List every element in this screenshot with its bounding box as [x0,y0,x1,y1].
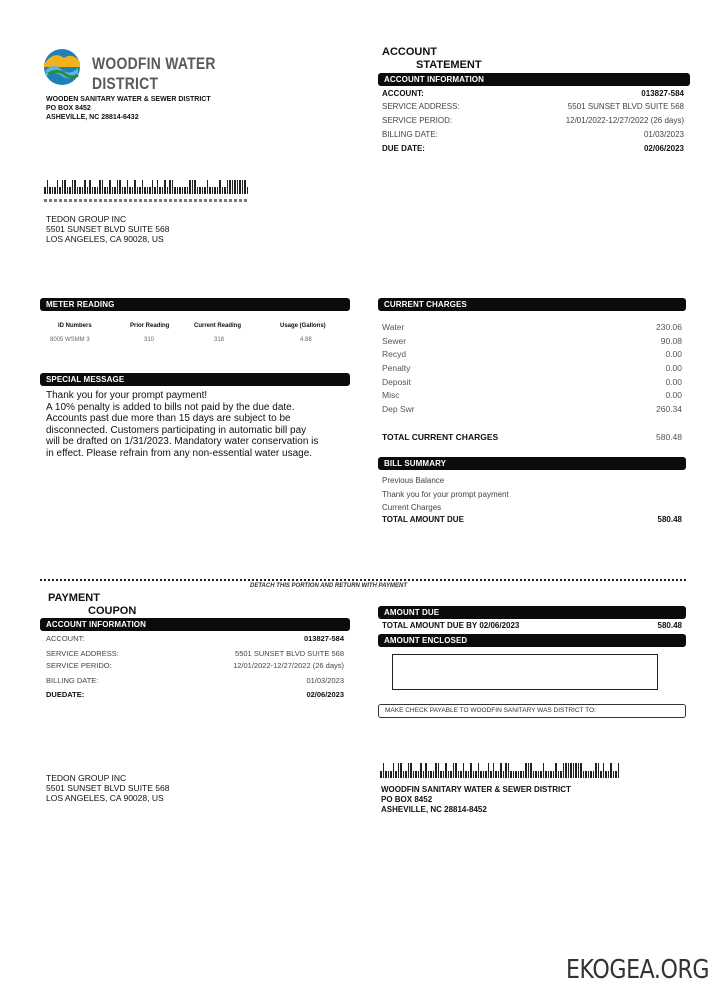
barcode-bar [438,763,440,778]
due-date-value: 02/06/2023 [643,144,684,153]
barcode-bar [385,771,387,779]
meter-current: 318 [214,337,225,343]
barcode-bar [87,187,89,194]
barcode-bar [212,187,214,194]
barcode-bar [560,771,562,779]
charge-row-water [382,322,682,332]
remit-barcode [380,763,619,778]
barcode-bar [563,763,565,778]
charge-value: 0.00 [665,390,682,400]
barcode-bar [548,771,550,779]
barcode-bar [44,187,46,194]
special-message-line: Thank you for your prompt payment! [46,390,208,401]
meter-col-current: Current Reading [194,323,242,329]
barcode-bar [104,187,106,194]
barcode-bar [74,180,76,194]
amount-enclosed-header: AMOUNT ENCLOSED [378,634,686,647]
meter-col-id: ID Numbers [58,323,92,329]
barcode-bar [433,771,435,779]
charge-label: Sewer [382,336,407,346]
barcode-bar [503,771,505,779]
barcode-bar [575,763,577,778]
charge-label: Recyd [382,349,407,359]
barcode-bar [543,763,545,778]
recipient-line3: LOS ANGELES, CA 90028, US [46,234,164,244]
barcode-bar [413,771,415,779]
barcode-bar [209,187,211,194]
barcode-bar [408,763,410,778]
amount-due-header: AMOUNT DUE [378,606,686,619]
barcode-bar [134,180,136,194]
barcode-bar [565,763,567,778]
current-charges-header: CURRENT CHARGES [378,298,686,311]
account-value: 013827-584 [641,89,684,98]
amount-due-value: 580.48 [657,621,682,630]
barcode-bar [234,180,236,194]
barcode-bar [119,180,121,194]
barcode-bar [448,771,450,779]
coupon-account-info-header: ACCOUNT INFORMATION [40,618,350,631]
barcode-bar [415,771,417,779]
barcode-bar [164,180,166,194]
barcode-bar [393,763,395,778]
sender-line1: WOODEN SANITARY WATER & SEWER DISTRICT [46,96,211,103]
service-address-row [382,102,684,111]
service-address-label: SERVICE ADDRESS: [382,102,460,111]
barcode-bar [578,763,580,778]
charge-value: 260.34 [656,404,682,414]
coupon-account-label: ACCOUNT: [46,634,85,643]
charge-label: Deposit [382,377,411,387]
meter-col-usage: Usage (Gallons) [280,323,326,329]
barcode-bar [525,763,527,778]
barcode-bar [545,771,547,779]
barcode-bar [54,187,56,194]
total-current-charges-value: 580.48 [656,432,682,442]
barcode-bar [142,180,144,194]
barcode-bar [513,771,515,779]
remit-to-line3: ASHEVILLE, NC 28814-8452 [381,805,487,814]
barcode-bar [214,187,216,194]
amount-due-label: TOTAL AMOUNT DUE BY 02/06/2023 [382,621,520,630]
bill-summary-line: Current Charges [382,503,442,512]
billing-date-label: BILLING DATE: [382,130,438,139]
barcode-bar [84,180,86,194]
barcode-bar [144,187,146,194]
barcode-bar [440,771,442,779]
barcode-bar [154,187,156,194]
barcode-bar [435,763,437,778]
barcode-bar [523,771,525,779]
barcode-bar [595,763,597,778]
coupon-title-line2: COUPON [88,605,137,617]
charge-label: Penalty [382,363,411,373]
barcode-bar [510,771,512,779]
barcode-bar [174,187,176,194]
barcode-bar [443,771,445,779]
barcode-bar [425,763,427,778]
barcode-bar [420,763,422,778]
barcode-bar [398,763,400,778]
barcode-bar [423,771,425,779]
barcode-bar [608,771,610,779]
barcode-bar [598,763,600,778]
barcode-bar [538,771,540,779]
barcode-bar [227,180,229,194]
barcode-bar [112,187,114,194]
coupon-due-date-label: DUEDATE: [46,690,85,699]
barcode-bar [590,771,592,779]
barcode-bar [124,187,126,194]
barcode-bar [177,187,179,194]
barcode-bar [49,187,51,194]
coupon-service-address-value: 5501 SUNSET BLVD SUITE 568 [235,649,344,658]
barcode-bar [475,771,477,779]
charge-label: Misc [382,390,400,400]
special-message-line: in effect. Please refrain from any non-essential water usage. [46,447,313,459]
barcode-bar [162,187,164,194]
barcode-bar [460,771,462,779]
barcode-bar [149,187,151,194]
barcode-bar [478,763,480,778]
charge-value: 90.08 [660,336,682,346]
barcode-bar [147,187,149,194]
bill-summary-line: Previous Balance [382,476,445,485]
barcode-bar [187,187,189,194]
barcode-bar [500,763,502,778]
barcode-bar [450,771,452,779]
barcode-bar [222,187,224,194]
coupon-service-address-label: SERVICE ADDRESS: [46,649,119,658]
coupon-account-value: 013827-584 [303,634,344,643]
barcode-bar [127,180,129,194]
sender-line2: PO BOX 8452 [46,105,91,112]
total-current-charges-label: TOTAL CURRENT CHARGES [382,432,499,442]
payable-note-box [378,704,686,718]
barcode-bar [610,763,612,778]
amount-due-row [382,621,682,630]
special-message-body [46,390,356,459]
barcode-bar [94,187,96,194]
coupon-title [48,592,136,618]
charge-value: 0.00 [665,349,682,359]
service-period-label: SERVICE PERIOD: [382,116,453,125]
barcode-bar [490,771,492,779]
barcode-bar [430,771,432,779]
coupon-recipient-line1: TEDON GROUP INC [46,773,127,783]
meter-col-prior: Prior Reading [130,323,170,329]
barcode-bar [182,187,184,194]
barcode-bar [122,187,124,194]
barcode-bar [585,771,587,779]
barcode-scan-line [44,199,248,202]
charge-row-recyd [382,349,682,359]
barcode-bar [194,180,196,194]
detach-line [40,579,686,581]
barcode-bar [117,180,119,194]
barcode-bar [217,187,219,194]
remit-to-line1: WOODFIN SANITARY WATER & SEWER DISTRICT [381,785,571,794]
due-date-row [382,144,684,153]
barcode-bar [67,187,69,194]
billing-date-row [382,130,684,139]
total-amount-due-row [382,515,682,524]
barcode-bar [395,771,397,779]
barcode-bar [493,763,495,778]
total-amount-due-value: 580.48 [657,515,682,524]
coupon-recipient-line3: LOS ANGELES, CA 90028, US [46,793,164,803]
barcode-bar [388,771,390,779]
barcode-bar [583,771,585,779]
barcode-bar [498,771,500,779]
barcode-bar [202,187,204,194]
barcode-bar [207,180,209,194]
barcode-bar [570,763,572,778]
statement-title-line1: ACCOUNT [382,46,437,58]
sender-line3: ASHEVILLE, NC 28814-6432 [46,114,139,121]
meter-reading-header: METER READING [40,298,350,311]
barcode-bar [520,771,522,779]
barcode-bar [184,187,186,194]
barcode-bar [603,763,605,778]
barcode-bar [480,771,482,779]
barcode-bar [247,187,249,194]
barcode-bar [383,763,385,778]
barcode-bar [600,771,602,779]
water-drop-logo-icon [40,48,84,86]
barcode-bar [99,180,101,194]
barcode-bar [89,180,91,194]
barcode-bar [580,763,582,778]
barcode-bar [458,771,460,779]
recipient-address [46,214,169,244]
remit-to-line2: PO BOX 8452 [381,795,433,804]
barcode-bar [463,763,465,778]
barcode-bar [488,763,490,778]
recipient-line2: 5501 SUNSET BLVD SUITE 568 [46,224,170,234]
barcode-bar [445,763,447,778]
charge-row-sewer [382,336,682,346]
total-current-charges-row [382,432,682,442]
barcode-bar [418,771,420,779]
charge-value: 0.00 [665,377,682,387]
barcode-bar [152,180,154,194]
barcode-bar [558,771,560,779]
barcode-bar [204,187,206,194]
barcode-bar [505,763,507,778]
barcode-bar [79,187,81,194]
barcode-bar [169,180,171,194]
coupon-service-period-label: SERVICE PERIDO: [46,661,112,670]
barcode-bar [114,187,116,194]
barcode-bar [229,180,231,194]
special-message-header: SPECIAL MESSAGE [40,373,350,386]
barcode-bar [192,180,194,194]
barcode-bar [593,771,595,779]
barcode-bar [102,180,104,194]
barcode-bar [139,187,141,194]
special-message-line: disconnected. Customers participating in automatic bill pay [46,424,307,436]
barcode-bar [540,771,542,779]
site-watermark: EKOGEA.ORG [566,955,710,985]
barcode-bar [618,763,620,778]
barcode-bar [197,187,199,194]
barcode-bar [555,763,557,778]
barcode-bar [485,771,487,779]
special-message-line: Accounts past due more than 15 days are subject to be [46,413,291,424]
barcode-bar [390,771,392,779]
coupon-billing-date-row [46,676,344,685]
barcode-bar [77,187,79,194]
barcode-bar [47,180,49,194]
barcode-bar [470,763,472,778]
meter-prior: 310 [144,337,155,343]
barcode-bar [109,180,111,194]
bill-summary-lines [382,474,509,515]
barcode-bar [508,763,510,778]
district-logo [40,46,280,93]
barcode-bar [244,180,246,194]
recipient-line1: TEDON GROUP INC [46,214,127,224]
coupon-service-period-row [46,661,344,670]
barcode-bar [410,763,412,778]
barcode-bar [518,771,520,779]
barcode-bar [62,180,64,194]
total-amount-due-label: TOTAL AMOUNT DUE [382,515,464,524]
barcode-bar [242,180,244,194]
amount-enclosed-input[interactable] [392,654,658,690]
meter-usage: 4.88 [300,337,312,343]
due-date-label: DUE DATE: [382,144,425,153]
barcode-bar [137,187,139,194]
barcode-bar [403,771,405,779]
account-info-header: ACCOUNT INFORMATION [378,73,690,86]
logo-text: WOODFIN WATER DISTRICT [92,54,216,93]
barcode-bar [172,180,174,194]
bill-summary-header: BILL SUMMARY [378,457,686,470]
coupon-billing-date-label: BILLING DATE: [46,676,99,685]
coupon-billing-date-value: 01/03/2023 [306,676,344,685]
barcode-bar [453,763,455,778]
barcode-bar [605,771,607,779]
barcode-bar [82,187,84,194]
barcode-bar [428,771,430,779]
barcode-bar [465,771,467,779]
barcode-bar [483,771,485,779]
coupon-due-date-row [46,690,344,699]
payable-note: MAKE CHECK PAYABLE TO WOODFIN SANITARY WAS DISTRICT TO: [385,707,596,714]
barcode-bar [57,180,59,194]
barcode-bar [199,187,201,194]
coupon-service-period-value: 12/01/2022-12/27/2022 (26 days) [233,661,344,670]
barcode-bar [515,771,517,779]
barcode-bar [107,187,109,194]
barcode-bar [588,771,590,779]
barcode-bar [573,763,575,778]
charge-row-misc [382,390,682,400]
account-label: ACCOUNT: [382,89,424,98]
service-address-value: 5501 SUNSET BLVD SUITE 568 [567,102,684,111]
charge-label: Dep Swr [382,404,415,414]
charge-value: 0.00 [665,363,682,373]
barcode-bar [132,187,134,194]
statement-title [382,46,482,72]
barcode-bar [92,187,94,194]
bill-summary-line: Thank you for your prompt payment [382,489,509,499]
barcode-bar [157,180,159,194]
barcode-bar [167,187,169,194]
barcode-bar [69,187,71,194]
coupon-title-line1: PAYMENT [48,592,100,604]
charge-label: Water [382,322,405,332]
special-message-line: will be drafted on 1/31/2023. Mandatory water conservation is [46,436,319,447]
barcode-bar [455,763,457,778]
detach-text: DETACH THIS PORTION AND RETURN WITH PAYMENT [250,583,407,589]
coupon-account-row [46,634,344,643]
coupon-service-address-row [46,649,344,658]
barcode-bar [179,187,181,194]
barcode-bar [468,771,470,779]
coupon-due-date-value: 02/06/2023 [306,690,344,699]
billing-date-value: 01/03/2023 [643,130,684,139]
barcode-bar [400,763,402,778]
barcode-bar [530,763,532,778]
barcode-bar [405,771,407,779]
charge-row-penalty [382,363,682,373]
barcode-bar [615,771,617,779]
remit-to-address [381,785,571,815]
barcode-bar [232,180,234,194]
barcode-bar [473,771,475,779]
barcode-bar [495,771,497,779]
statement-title-line2: STATEMENT [416,59,482,71]
barcode-bar [380,771,382,779]
barcode-bar [613,771,615,779]
charge-value: 230.06 [656,322,682,332]
barcode-bar [64,180,66,194]
barcode-bar [52,187,54,194]
sender-address [46,95,211,122]
barcode-bar [528,763,530,778]
barcode-bar [219,180,221,194]
barcode-bar [97,187,99,194]
barcode-bar [159,187,161,194]
service-period-row [382,116,684,125]
account-row [382,89,684,98]
special-message-line: A 10% penalty is added to bills not paid by the due date. [46,401,295,413]
barcode-bar [59,187,61,194]
barcode-bar [239,180,241,194]
barcode-bar [224,187,226,194]
service-period-value: 12/01/2022-12/27/2022 (26 days) [565,116,684,125]
barcode-bar [568,763,570,778]
barcode-bar [553,771,555,779]
charge-row-deposit [382,377,682,387]
barcode-bar [535,771,537,779]
barcode-bar [550,771,552,779]
barcode-bar [533,771,535,779]
barcode-bar [189,180,191,194]
barcode-bar [237,180,239,194]
barcode-bar [129,187,131,194]
meter-id: 8005 WSMM 3 [50,337,90,343]
charge-row-dep-swr [382,404,682,414]
coupon-recipient-line2: 5501 SUNSET BLVD SUITE 568 [46,783,170,793]
barcode-bar [72,180,74,194]
coupon-recipient-address [46,773,169,803]
postal-barcode [44,180,248,194]
